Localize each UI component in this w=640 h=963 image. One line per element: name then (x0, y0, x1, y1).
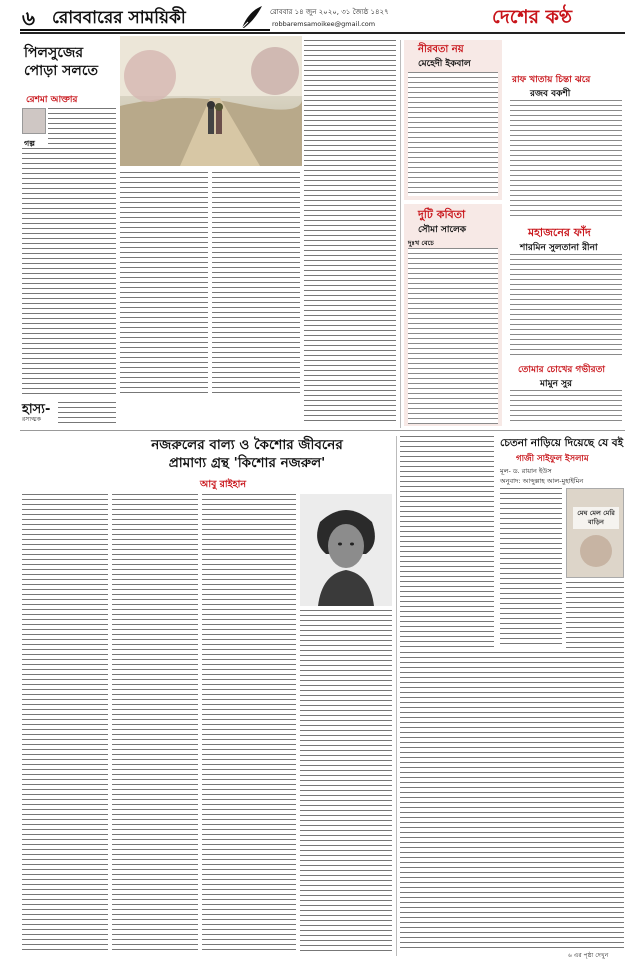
poem-text-3 (510, 254, 622, 358)
page-number: ৬ (22, 6, 36, 30)
kicker-icon: হাস্য- (22, 402, 51, 417)
poem-author-2: রজব বকশী (530, 89, 571, 99)
poem-text-1 (408, 72, 498, 196)
book-column-3 (400, 652, 624, 948)
poem-heading-5: তোমার চোখের গভীরতা (518, 365, 605, 375)
poem-heading-3: মহাজনের ফাঁদ (528, 226, 591, 239)
book-column-1 (500, 488, 562, 648)
feature-column-4 (300, 610, 392, 954)
story-title: পিলসুজের পোড়া সলতে (24, 45, 98, 79)
feature-divider (396, 436, 397, 956)
story-column-3 (212, 172, 300, 396)
continued-note: ৬ এর পৃষ্ঠা দেখুন (568, 952, 609, 959)
feature-column-3 (202, 494, 296, 954)
feature-author: আবু রাইহান (200, 479, 247, 490)
section-rule (20, 430, 625, 431)
story-column-4 (304, 40, 396, 425)
feature-heading: নজরুলের বাল্য ও কৈশোর জীবনের প্রামাণ্য গ্রন্থ 'কিশোর নজরুল' (151, 437, 343, 471)
book-intro-text (400, 436, 494, 648)
genre-label: গল্প (24, 139, 35, 148)
poem-author-3: শারমিন সুলতানা রীনা (520, 243, 598, 253)
feature-column-2 (112, 494, 198, 954)
masthead-title: রোববারের সাময়িকী (52, 8, 186, 28)
book-cover (566, 488, 624, 578)
story-column-1 (48, 108, 116, 144)
poem-subheading-4: দুঃখ বেচে (408, 239, 434, 247)
couple-illustration (120, 36, 302, 166)
author-photo (22, 108, 46, 134)
book-translator: অনুবাদ: আব্দুল্লাহ আল-মুহাইমিন (500, 477, 584, 485)
story-column-2 (120, 172, 208, 396)
story-column-1b (22, 148, 116, 396)
book-column-2 (566, 582, 624, 648)
kicker-sub: রসাত্মক (22, 416, 41, 423)
poem-text-2 (510, 100, 622, 220)
book-author: গাজী সাইফুল ইসলাম (516, 454, 589, 464)
poem-text-5 (510, 390, 622, 424)
section-title: দেশের কণ্ঠ (492, 6, 573, 28)
poem-author-4: সৌমা সালেক (418, 225, 467, 235)
poem-heading-1: নীরবতা নয় (418, 44, 464, 55)
book-subtitle: মূল- ড. রায়ান ইউস (500, 467, 552, 475)
poem-text-4 (408, 248, 498, 424)
feature-column-1 (22, 494, 108, 954)
poem-heading-2: রাফ খাতায় চিন্তা ঝরে (512, 75, 591, 85)
nazrul-portrait (300, 494, 392, 606)
book-heading: চেতনা নাড়িয়ে দিয়েছে যে বই (500, 437, 624, 449)
email-address[interactable]: robbaremsamoikee@gmail.com (272, 20, 376, 28)
masthead-rule (20, 32, 625, 34)
column-divider (400, 40, 401, 428)
poem-author-5: মামুন সুর (540, 379, 573, 389)
book-cover-title: মেঘ মেল মেরি বাড়িন (577, 509, 615, 526)
kicker-text (58, 402, 116, 426)
poem-heading-4: দুটি কবিতা (418, 208, 466, 221)
story-author: রেশমা আক্তার (26, 95, 78, 105)
quill-logo-icon (238, 4, 264, 30)
poem-author-1: মেহেদী ইকবাল (418, 59, 471, 69)
dateline: রোববার ১৪ জুন ২০২০, ৩১ জ্যৈষ্ঠ ১৪২৭ (270, 8, 389, 16)
